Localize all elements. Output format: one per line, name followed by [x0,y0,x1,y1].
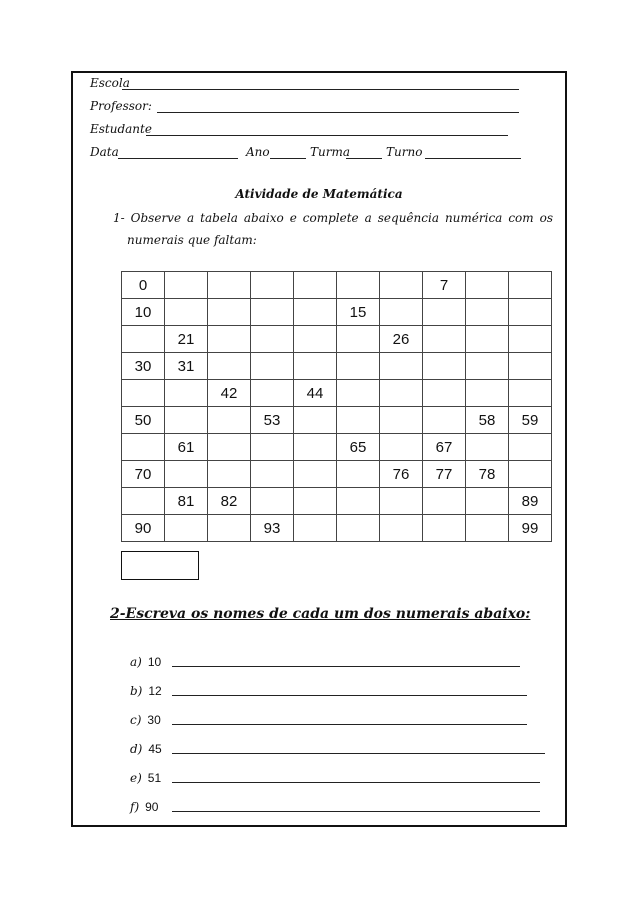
grid-cell[interactable] [208,515,251,542]
grid-cell[interactable] [165,461,208,488]
grid-cell[interactable] [380,515,423,542]
grid-cell[interactable] [466,299,509,326]
grid-row [122,326,552,353]
item-number: 45 [148,742,162,756]
grid-cell[interactable] [208,434,251,461]
grid-cell[interactable] [208,461,251,488]
teacher-line[interactable] [157,112,519,113]
grid-cell[interactable] [380,299,423,326]
grid-cell: 59 [509,407,552,434]
answer-item [130,684,162,698]
grid-cell: 7 [423,272,466,299]
grid-cell[interactable] [251,326,294,353]
grid-cell[interactable] [466,380,509,407]
grid-cell: 82 [208,488,251,515]
school-line[interactable] [122,89,519,90]
grid-cell: 61 [165,434,208,461]
grid-row [122,515,552,542]
grid-cell[interactable] [337,272,380,299]
grid-cell: 58 [466,407,509,434]
grid-cell: 42 [208,380,251,407]
grid-cell[interactable] [509,353,552,380]
grid-cell[interactable] [380,353,423,380]
grid-cell[interactable] [294,434,337,461]
grid-cell[interactable] [423,380,466,407]
grid-cell: 26 [380,326,423,353]
grid-row [122,488,552,515]
grid-cell[interactable] [337,407,380,434]
grid-cell: 67 [423,434,466,461]
grid-cell[interactable] [208,326,251,353]
grid-cell[interactable] [423,299,466,326]
number-grid [121,271,552,542]
answer-line[interactable] [172,666,520,667]
grid-cell[interactable] [466,488,509,515]
grid-cell: 30 [122,353,165,380]
grid-cell[interactable] [466,515,509,542]
grid-cell[interactable] [423,407,466,434]
grid-cell[interactable] [423,353,466,380]
grid-cell[interactable] [509,272,552,299]
grid-cell: 89 [509,488,552,515]
question-1 [113,207,553,251]
grid-cell[interactable] [208,299,251,326]
grid-cell[interactable] [294,515,337,542]
grid-cell[interactable] [466,272,509,299]
grid-cell: 99 [509,515,552,542]
grid-cell[interactable] [294,353,337,380]
grid-cell[interactable] [251,353,294,380]
grid-cell[interactable] [294,461,337,488]
grid-cell[interactable] [337,515,380,542]
item-letter: b) [130,684,143,698]
answer-item [130,771,161,785]
item-letter: d) [130,742,143,756]
grid-row [122,272,552,299]
grid-cell: 10 [122,299,165,326]
grid-cell: 93 [251,515,294,542]
grid-row [122,461,552,488]
grid-cell[interactable] [294,488,337,515]
grid-cell: 50 [122,407,165,434]
grid-cell[interactable] [380,272,423,299]
grid-row [122,407,552,434]
school-label: Escola [90,76,130,90]
grid-cell[interactable] [509,434,552,461]
grid-row [122,434,552,461]
grid-cell[interactable] [423,326,466,353]
item-number: 12 [148,684,162,698]
grid-cell: 44 [294,380,337,407]
grid-cell: 0 [122,272,165,299]
grid-cell[interactable] [509,326,552,353]
grid-row [122,299,552,326]
grid-cell[interactable] [165,299,208,326]
answer-line[interactable] [172,782,540,783]
grid-cell[interactable] [337,461,380,488]
answer-line[interactable] [172,695,527,696]
answer-line[interactable] [172,724,527,725]
class-line[interactable] [346,158,382,159]
answer-item [130,713,161,727]
answer-item [130,655,161,669]
grid-cell[interactable] [380,434,423,461]
date-line[interactable] [118,158,238,159]
activity-title: Atividade de Matemática [235,187,403,201]
grid-cell[interactable] [208,272,251,299]
grid-cell[interactable] [294,326,337,353]
shift-line[interactable] [425,158,521,159]
grid-cell[interactable] [466,326,509,353]
grid-cell: 78 [466,461,509,488]
grid-cell: 81 [165,488,208,515]
grid-row [122,353,552,380]
grid-cell[interactable] [251,434,294,461]
item-letter: f) [130,800,140,814]
item-letter: e) [130,771,142,785]
date-label: Data [90,145,119,159]
grid-cell[interactable] [380,380,423,407]
grid-cell[interactable] [251,488,294,515]
item-letter: c) [130,713,142,727]
item-number: 51 [147,771,162,785]
grid-cell: 90 [122,515,165,542]
grid-cell: 21 [165,326,208,353]
answer-item [130,742,162,756]
grid-cell[interactable] [423,488,466,515]
question-1-line-2: numerais que faltam: [127,233,257,247]
student-label: Estudante [90,122,152,136]
grid-cell: 53 [251,407,294,434]
grid-cell[interactable] [251,461,294,488]
grid-cell[interactable] [337,353,380,380]
grid-cell[interactable] [466,353,509,380]
grid-cell[interactable] [208,353,251,380]
grid-cell: 76 [380,461,423,488]
class-label: Turma [310,145,351,159]
grid-cell[interactable] [251,380,294,407]
grid-cell[interactable] [337,488,380,515]
year-line[interactable] [270,158,306,159]
teacher-label: Professor: [90,99,152,113]
grid-cell[interactable] [165,380,208,407]
item-number: 90 [145,800,159,814]
grid-cell: 77 [423,461,466,488]
grid-cell[interactable] [509,461,552,488]
grid-row [122,380,552,407]
answer-line[interactable] [172,811,540,812]
grid-cell[interactable] [380,407,423,434]
grid-cell[interactable] [165,272,208,299]
grid-cell[interactable] [165,407,208,434]
grid-cell: 65 [337,434,380,461]
extra-answer-box[interactable] [121,551,199,580]
grid-cell[interactable] [122,488,165,515]
grid-cell[interactable] [294,407,337,434]
grid-cell[interactable] [251,299,294,326]
grid-cell: 31 [165,353,208,380]
grid-cell[interactable] [208,407,251,434]
grid-cell[interactable] [380,488,423,515]
question-1-line-1: 1- Observe a tabela abaixo e complete a sequência numérica com os [113,211,553,225]
item-letter: a) [130,655,142,669]
grid-cell[interactable] [423,515,466,542]
grid-cell[interactable] [251,272,294,299]
grid-cell[interactable] [337,380,380,407]
grid-cell[interactable] [337,326,380,353]
grid-cell[interactable] [122,326,165,353]
answer-line[interactable] [172,753,545,754]
item-number: 10 [147,655,162,669]
grid-cell[interactable] [509,380,552,407]
shift-label: Turno [386,145,423,159]
grid-cell[interactable] [122,380,165,407]
grid-cell: 70 [122,461,165,488]
grid-cell[interactable] [294,299,337,326]
student-line[interactable] [146,135,508,136]
grid-cell[interactable] [509,299,552,326]
grid-cell[interactable] [122,434,165,461]
grid-cell[interactable] [165,515,208,542]
grid-cell[interactable] [466,434,509,461]
answer-item [130,800,158,814]
year-label: Ano [246,145,270,159]
item-number: 30 [147,713,161,727]
question-2-title: 2-Escreva os nomes de cada um dos numerais abaixo: [110,606,531,622]
grid-cell: 15 [337,299,380,326]
grid-cell[interactable] [294,272,337,299]
